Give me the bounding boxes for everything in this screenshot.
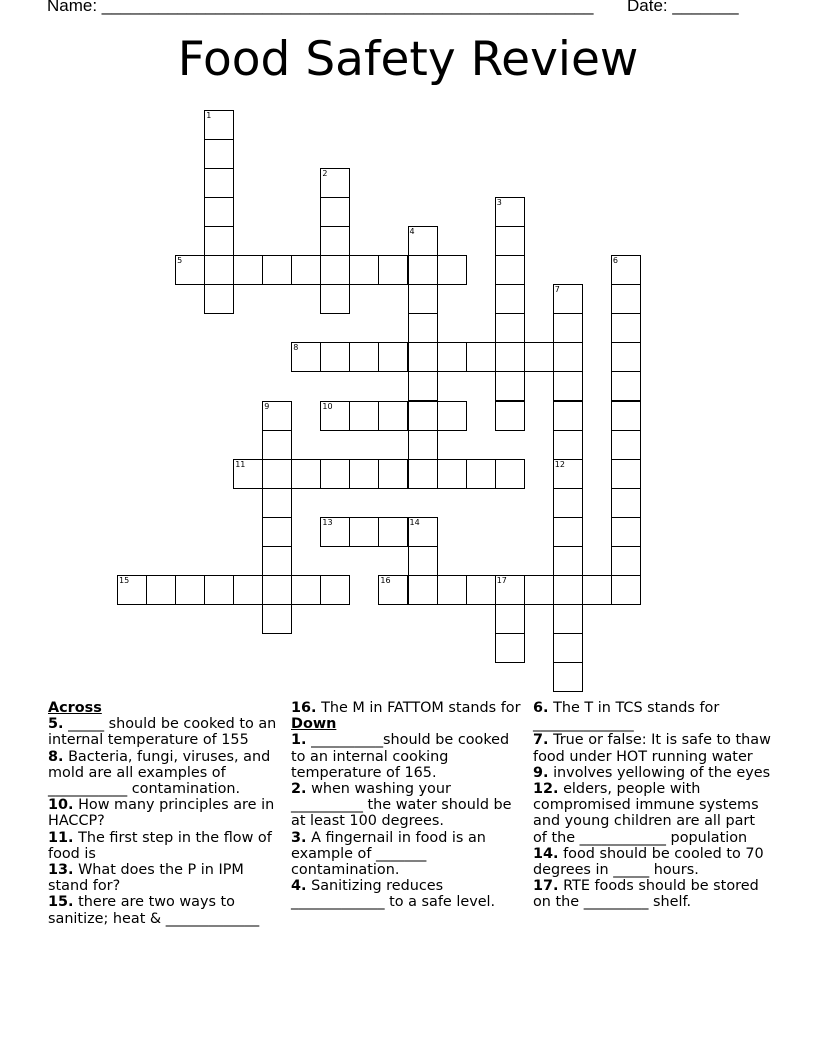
cell-number: 2 (322, 169, 328, 179)
clue-down-9: 9. involves yellowing of the eyes (533, 764, 771, 781)
grid-cell[interactable] (553, 546, 583, 576)
grid-cell[interactable] (320, 226, 350, 256)
clue-across-8: 8. Bacteria, fungi, viruses, and mold are all examples of ___________ contamination. (48, 748, 271, 798)
grid-cell[interactable] (233, 575, 263, 605)
grid-cell[interactable] (495, 313, 525, 343)
grid-cell[interactable] (553, 284, 583, 314)
grid-cell[interactable] (204, 226, 234, 256)
grid-cell[interactable] (611, 313, 641, 343)
grid-cell[interactable] (611, 517, 641, 547)
grid-cell[interactable] (320, 197, 350, 227)
cell-number: 9 (264, 401, 270, 411)
grid-cell[interactable] (408, 313, 438, 343)
grid-cell[interactable] (262, 430, 292, 460)
grid-cell[interactable] (408, 430, 438, 460)
cell-number: 11 (235, 459, 246, 469)
grid-cell[interactable] (495, 371, 525, 401)
grid-cell[interactable] (408, 546, 438, 576)
grid-cell[interactable] (378, 575, 408, 605)
grid-cell[interactable] (291, 459, 321, 489)
name-field-label: Name: ____________________________________________________ (47, 0, 594, 15)
clue-down-4: 4. Sanitizing reduces _____________ to a safe level. (291, 878, 496, 911)
grid-cell[interactable] (437, 401, 467, 431)
grid-cell[interactable] (320, 255, 350, 285)
grid-cell[interactable] (349, 517, 379, 547)
grid-cell[interactable] (349, 342, 379, 372)
grid-cell[interactable] (495, 575, 525, 605)
grid-cell[interactable] (262, 604, 292, 634)
cell-number: 8 (293, 343, 299, 353)
cell-number: 4 (409, 227, 415, 237)
clues-column-2 (291, 700, 525, 911)
grid-cell[interactable] (553, 604, 583, 634)
grid-cell[interactable] (495, 197, 525, 227)
grid-cell[interactable] (582, 575, 612, 605)
clue-down-17: 17. RTE foods should be stored on the _________ shelf. (533, 878, 759, 911)
clue-down-14: 14. food should be cooled to 70 degrees in _____ hours. (533, 845, 764, 879)
grid-cell[interactable] (262, 546, 292, 576)
grid-cell[interactable] (175, 575, 205, 605)
cell-number: 10 (322, 401, 333, 411)
grid-cell[interactable] (291, 342, 321, 372)
grid-cell[interactable] (408, 371, 438, 401)
clue-across-13: 13. What does the P in IPM stand for? (48, 862, 244, 895)
grid-cell[interactable] (204, 255, 234, 285)
grid-cell[interactable] (349, 401, 379, 431)
grid-cell[interactable] (262, 517, 292, 547)
cell-number: 7 (554, 285, 560, 295)
date-field-label: Date: _______ (627, 0, 739, 15)
grid-cell[interactable] (204, 168, 234, 198)
grid-cell[interactable] (175, 255, 205, 285)
grid-cell[interactable] (204, 575, 234, 605)
grid-cell[interactable] (495, 342, 525, 372)
grid-cell[interactable] (553, 342, 583, 372)
grid-cell[interactable] (437, 575, 467, 605)
grid-cell[interactable] (291, 255, 321, 285)
grid-cell[interactable] (320, 401, 350, 431)
grid-cell[interactable] (611, 430, 641, 460)
grid-cell[interactable] (524, 342, 554, 372)
grid-cell[interactable] (553, 313, 583, 343)
grid-cell[interactable] (262, 255, 292, 285)
grid-cell[interactable] (378, 459, 408, 489)
grid-cell[interactable] (495, 284, 525, 314)
grid-cell[interactable] (495, 633, 525, 663)
grid-cell[interactable] (378, 517, 408, 547)
grid-cell[interactable] (378, 255, 408, 285)
clues-column-3 (533, 700, 773, 911)
cell-number: 5 (177, 256, 183, 266)
grid-cell[interactable] (553, 517, 583, 547)
grid-cell[interactable] (611, 255, 641, 285)
grid-cell[interactable] (408, 226, 438, 256)
grid-cell[interactable] (553, 401, 583, 431)
grid-cell[interactable] (204, 139, 234, 169)
clue-across-15: 15. there are two ways to sanitize; heat & _____________ (48, 894, 260, 927)
grid-cell[interactable] (204, 110, 234, 140)
grid-cell[interactable] (378, 342, 408, 372)
grid-cell[interactable] (408, 401, 438, 431)
grid-cell[interactable] (611, 371, 641, 401)
grid-cell[interactable] (553, 488, 583, 518)
grid-cell[interactable] (320, 168, 350, 198)
cell-number: 16 (380, 575, 391, 585)
grid-cell[interactable] (408, 517, 438, 547)
grid-cell[interactable] (233, 459, 263, 489)
across-heading: Across (48, 700, 102, 716)
grid-cell[interactable] (524, 575, 554, 605)
grid-cell[interactable] (117, 575, 147, 605)
grid-cell[interactable] (611, 342, 641, 372)
grid-cell[interactable] (611, 575, 641, 605)
cell-number: 12 (554, 459, 565, 469)
clue-down-1: 1. __________should be cooked to an internal cooking temperature of 165. (291, 732, 510, 781)
grid-cell[interactable] (611, 459, 641, 489)
clue-down-7: 7. True or false: It is safe to thaw food under HOT running water (533, 732, 771, 765)
grid-cell[interactable] (553, 575, 583, 605)
clue-down-2: 2. when washing your __________ the water should be at least 100 degrees. (291, 781, 512, 830)
clue-across-5: 5. _____ should be cooked to an internal temperature of 155 (48, 716, 277, 749)
cell-number: 1 (206, 111, 212, 120)
grid-cell[interactable] (611, 488, 641, 518)
grid-cell[interactable] (349, 459, 379, 489)
grid-cell[interactable] (466, 575, 496, 605)
grid-cell[interactable] (320, 284, 350, 314)
cell-number: 14 (409, 517, 420, 527)
grid-cell[interactable] (553, 633, 583, 663)
cell-number: 13 (322, 517, 333, 527)
cell-number: 17 (496, 575, 507, 585)
clue-down-6: 6. The T in TCS stands for ______________ (533, 700, 720, 733)
grid-cell[interactable] (553, 662, 583, 692)
grid-cell[interactable] (553, 430, 583, 460)
grid-cell[interactable] (466, 342, 496, 372)
grid-cell[interactable] (611, 546, 641, 576)
clues-column-1 (48, 700, 284, 927)
grid-cell[interactable] (495, 604, 525, 634)
grid-cell[interactable] (437, 459, 467, 489)
grid-cell[interactable] (204, 284, 234, 314)
grid-cell[interactable] (495, 401, 525, 431)
grid-cell[interactable] (408, 575, 438, 605)
grid-cell[interactable] (262, 575, 292, 605)
clue-down-12: 12. elders, people with compromised immune systems and young children are all part of the ____________ population (533, 781, 759, 846)
cell-number: 3 (496, 198, 502, 208)
grid-cell[interactable] (611, 401, 641, 431)
grid-cell[interactable] (349, 255, 379, 285)
clue-across-16: 16. The M in FATTOM stands for (291, 700, 521, 716)
grid-cell[interactable] (378, 401, 408, 431)
grid-cell[interactable] (466, 459, 496, 489)
grid-cell[interactable] (553, 371, 583, 401)
grid-cell[interactable] (262, 488, 292, 518)
clue-across-11: 11. The first step in the flow of food is (48, 829, 272, 862)
grid-cell[interactable] (495, 226, 525, 256)
grid-cell[interactable] (320, 342, 350, 372)
clue-down-3: 3. A fingernail in food is an example of _______ contamination. (291, 829, 486, 879)
grid-cell[interactable] (495, 255, 525, 285)
grid-cell[interactable] (437, 342, 467, 372)
grid-cell[interactable] (204, 197, 234, 227)
grid-cell[interactable] (611, 284, 641, 314)
grid-cell[interactable] (553, 459, 583, 489)
clue-across-10: 10. How many principles are in HACCP? (48, 797, 275, 830)
grid-cell[interactable] (437, 255, 467, 285)
grid-cell[interactable] (408, 342, 438, 372)
grid-cell[interactable] (146, 575, 176, 605)
grid-cell[interactable] (233, 255, 263, 285)
grid-cell[interactable] (320, 517, 350, 547)
grid-cell[interactable] (262, 401, 292, 431)
grid-cell[interactable] (408, 459, 438, 489)
grid-cell[interactable] (291, 575, 321, 605)
grid-cell[interactable] (495, 459, 525, 489)
down-heading: Down (291, 716, 337, 733)
cell-number: 6 (612, 256, 618, 266)
grid-cell[interactable] (262, 459, 292, 489)
grid-cell[interactable] (408, 284, 438, 314)
cell-number: 15 (119, 575, 130, 585)
grid-cell[interactable] (320, 459, 350, 489)
grid-cell[interactable] (320, 575, 350, 605)
grid-cell[interactable] (408, 255, 438, 285)
page-title: Food Safety Review (177, 32, 639, 87)
